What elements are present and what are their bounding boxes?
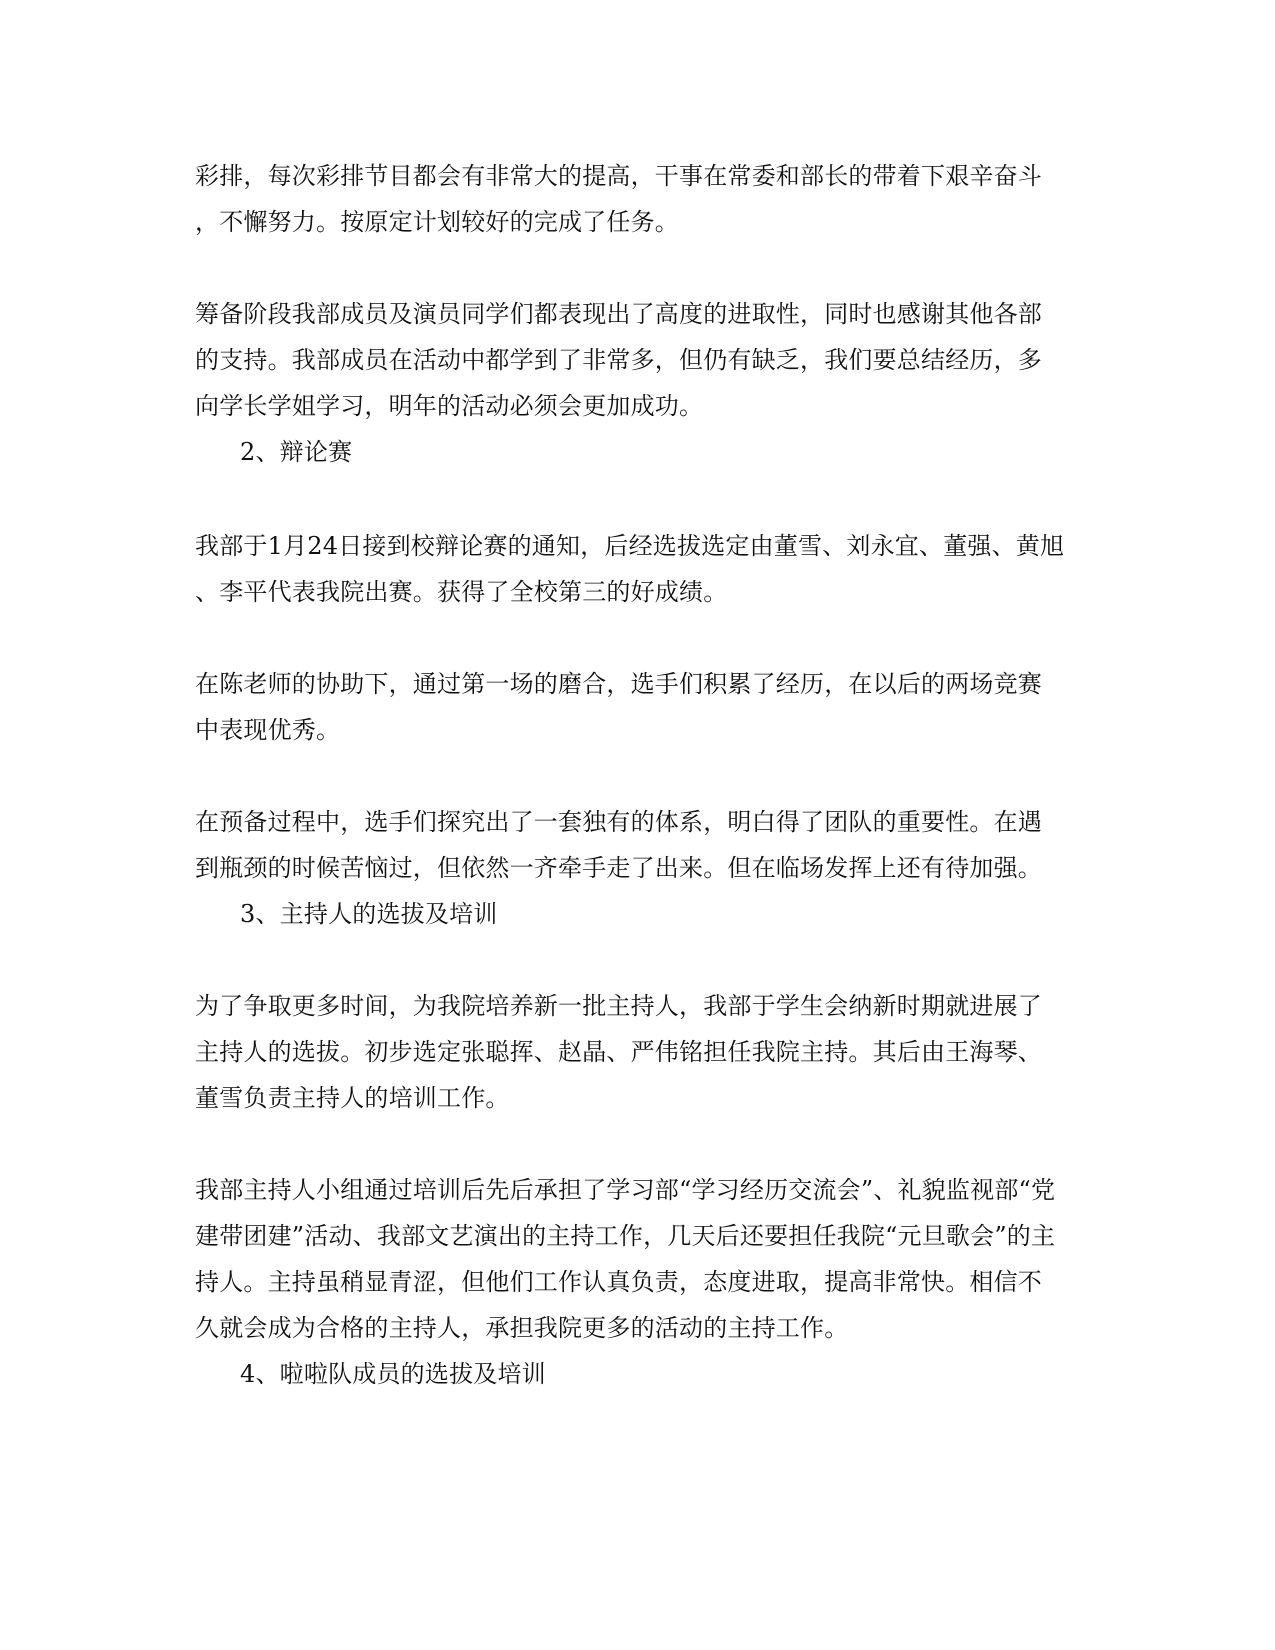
paragraph-line: 久就会成为合格的主持人，承担我院更多的活动的主持工作。	[195, 1314, 849, 1342]
paragraph-line: 我部于1月24日接到校辩论赛的通知，后经选拔选定由董雪、刘永宜、董强、黄旭	[195, 532, 1065, 560]
paragraph-line: 的支持。我部成员在活动中都学到了非常多，但仍有缺乏，我们要总结经历，多	[195, 346, 1042, 374]
paragraph-line: 彩排，每次彩排节目都会有非常大的提高，干事在常委和部长的带着下艰辛奋斗	[195, 162, 1042, 190]
paragraph-line: 向学长学姐学习，明年的活动必须会更加成功。	[195, 392, 704, 420]
paragraph-line: 筹备阶段我部成员及演员同学们都表现出了高度的进取性，同时也感谢其他各部	[195, 300, 1042, 328]
paragraph-line: 、李平代表我院出赛。获得了全校第三的好成绩。	[195, 578, 728, 606]
paragraph-line: 持人。主持虽稍显青涩，但他们工作认真负责，态度进取，提高非常快。相信不	[195, 1268, 1042, 1296]
paragraph-line: ，不懈努力。按原定计划较好的完成了任务。	[195, 208, 679, 236]
paragraph-line: 到瓶颈的时候苦恼过，但依然一齐牵手走了出来。但在临场发挥上还有待加强。	[195, 854, 1042, 882]
section-heading: 4、啦啦队成员的选拔及培训	[240, 1360, 546, 1388]
section-heading: 2、辩论赛	[240, 438, 353, 466]
paragraph-line: 主持人的选拔。初步选定张聪挥、赵晶、严伟铭担任我院主持。其后由王海琴、	[195, 1038, 1042, 1066]
paragraph-line: 建带团建”活动、我部文艺演出的主持工作，几天后还要担任我院“元旦歌会”的主	[195, 1222, 1056, 1250]
paragraph-line: 董雪负责主持人的培训工作。	[195, 1084, 510, 1112]
paragraph-line: 在陈老师的协助下，通过第一场的磨合，选手们积累了经历，在以后的两场竞赛	[195, 670, 1042, 698]
paragraph-line: 在预备过程中，选手们探究出了一套独有的体系，明白得了团队的重要性。在遇	[195, 808, 1042, 836]
paragraph-line: 中表现优秀。	[195, 716, 341, 744]
paragraph-line: 为了争取更多时间，为我院培养新一批主持人，我部于学生会纳新时期就进展了	[195, 992, 1042, 1020]
paragraph-line: 我部主持人小组通过培训后先后承担了学习部“学习经历交流会”、礼貌监视部“党	[195, 1176, 1056, 1204]
section-heading: 3、主持人的选拔及培训	[240, 900, 498, 928]
